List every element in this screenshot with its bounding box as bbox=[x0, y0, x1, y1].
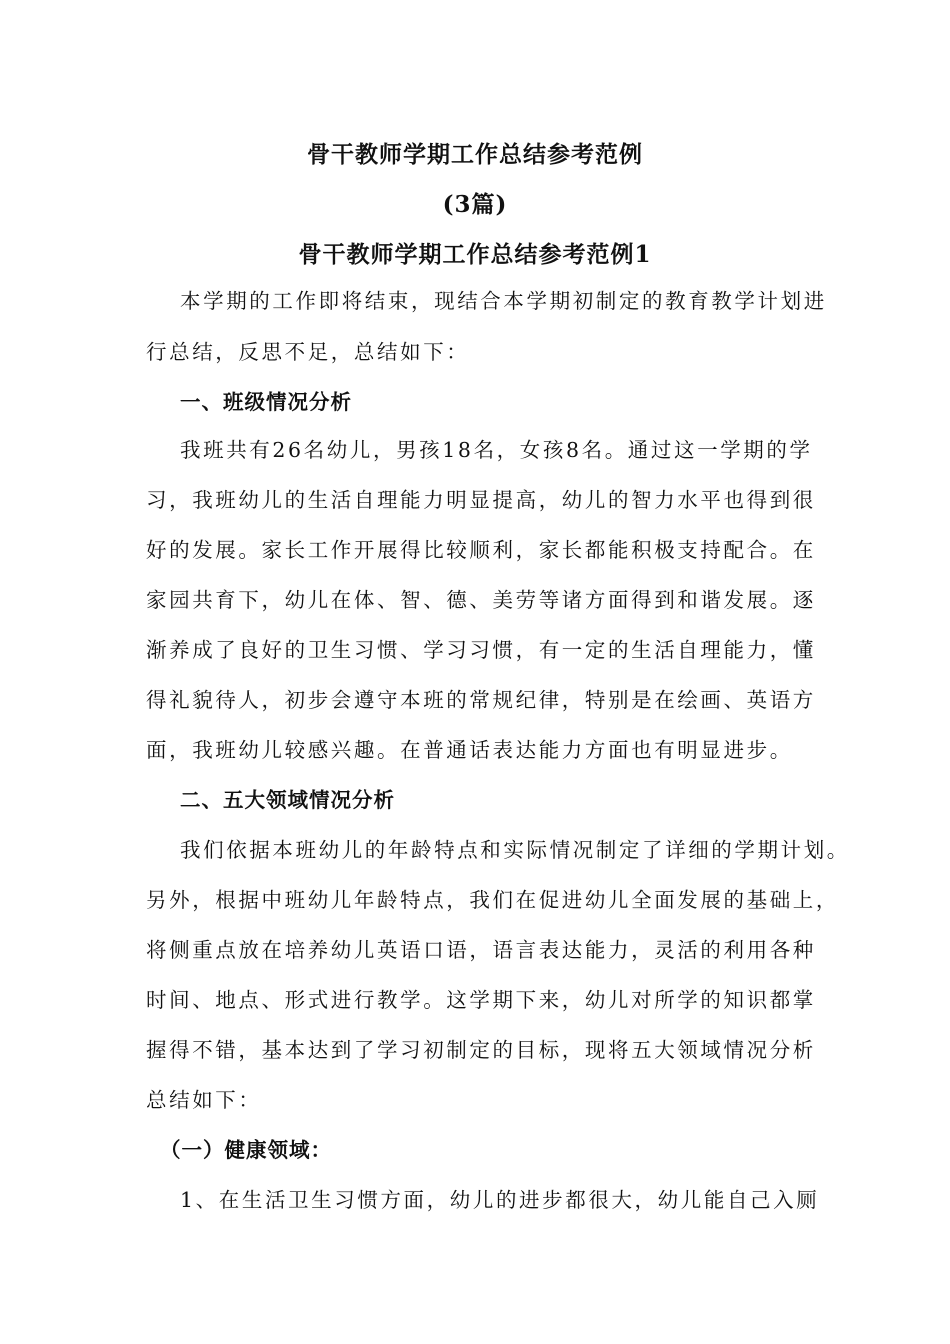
paragraph-line: 本学期的工作即将结束，现结合本学期初制定的教育教学计划进 bbox=[180, 289, 827, 313]
paragraph-line: 渐养成了良好的卫生习惯、学习习惯，有一定的生活自理能力，懂 bbox=[146, 638, 816, 662]
document-title: 骨干教师学期工作总结参考范例 bbox=[307, 141, 643, 168]
paragraph-line: 家园共育下，幼儿在体、智、德、美劳等诸方面得到和谐发展。逐 bbox=[146, 588, 816, 612]
paragraph-line: 总结如下： bbox=[146, 1088, 262, 1112]
paragraph-line: 握得不错，基本达到了学习初制定的目标，现将五大领域情况分析 bbox=[146, 1038, 816, 1062]
paragraph-line: 将侧重点放在培养幼儿英语口语，语言表达能力，灵活的利用各种 bbox=[146, 938, 816, 962]
paragraph-line: 得礼貌待人，初步会遵守本班的常规纪律，特别是在绘画、英语方 bbox=[146, 688, 816, 712]
paragraph-line: 行总结，反思不足，总结如下： bbox=[146, 340, 470, 364]
paragraph-line: 时间、地点、形式进行教学。这学期下来，幼儿对所学的知识都掌 bbox=[146, 988, 816, 1012]
subsection-heading: （一）健康领域： bbox=[160, 1138, 332, 1162]
paragraph-line: 1、在生活卫生习惯方面，幼儿的进步都很大，幼儿能自己入厕 bbox=[180, 1188, 820, 1212]
section-heading: 一、班级情况分析 bbox=[180, 390, 352, 414]
section-title: 骨干教师学期工作总结参考范例1 bbox=[298, 241, 652, 268]
paragraph-line: 我班共有26名幼儿，男孩18名，女孩8名。通过这一学期的学 bbox=[180, 438, 813, 462]
paragraph-line: 另外，根据中班幼儿年龄特点，我们在促进幼儿全面发展的基础上， bbox=[146, 888, 839, 912]
section-heading: 二、五大领域情况分析 bbox=[180, 788, 395, 812]
paragraph-line: 好的发展。家长工作开展得比较顺利，家长都能积极支持配合。在 bbox=[146, 538, 816, 562]
paragraph-line: 习，我班幼儿的生活自理能力明显提高，幼儿的智力水平也得到很 bbox=[146, 488, 816, 512]
paragraph-line: 我们依据本班幼儿的年龄特点和实际情况制定了详细的学期计划。 bbox=[180, 838, 850, 862]
document-title-count: (3篇) bbox=[442, 191, 508, 218]
paragraph-line: 面，我班幼儿较感兴趣。在普通话表达能力方面也有明显进步。 bbox=[146, 738, 793, 762]
